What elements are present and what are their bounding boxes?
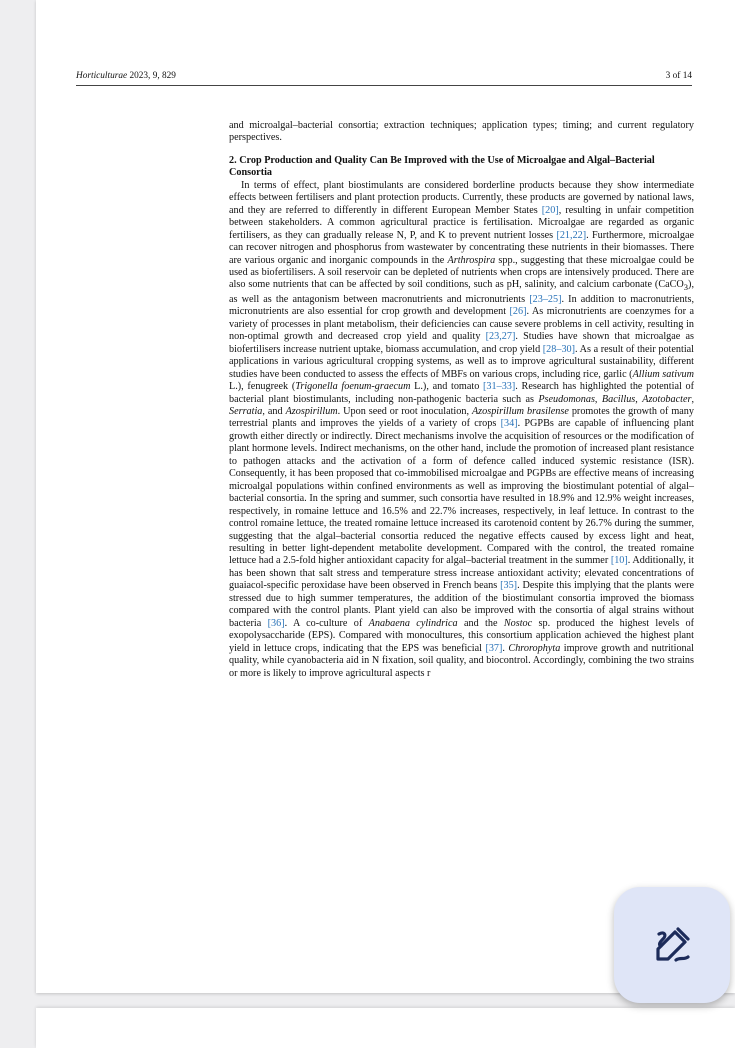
page-content bbox=[229, 120, 694, 680]
next-page-edge bbox=[36, 1008, 735, 1048]
section-heading: 2. Crop Production and Quality Can Be Improved with the Use of Microalgae and Algal–Bacterial Consortia bbox=[229, 154, 655, 179]
journal-citation bbox=[76, 71, 176, 81]
intro-tail-paragraph: and microalgal–bacterial consortia; extraction techniques; application types; timing; and current regulatory perspectives. bbox=[229, 120, 694, 144]
running-header bbox=[76, 71, 692, 81]
journal-volume: 2023, 9, 829 bbox=[127, 71, 176, 81]
journal-name: Horticulturae bbox=[76, 71, 128, 81]
edit-pen-icon bbox=[650, 923, 694, 967]
section-body-paragraph: In terms of effect, plant biostimulants are considered borderline products because they show intermediate effects between fertilisers and plant protection products. Currently, these products are governed by national laws, and they are referred to differently in different European Member States [20], resulting in unfair competition between stakeholders. A common agricultural practice is fertilisation. Microalgae are regarded as organic fertilisers, as they can gradually release N, P, and K to prevent nutrient losses [21,22]. Furthermore, microalgae can recover nitrogen and phosphorus from wastewater by concentrating these nutrients in their biomasses. There are various organic and inorganic compounds in the Arthrospira spp., suggesting that these microalgae could be used as biofertilisers. A soil reservoir can be depleted of nutrients when crops are intensively produced. There are also some nutrients that can be affected by soil conditions, such as pH, salinity, and calcium carbonate (CaCO$_3$), as well as the antagonism between macronutrients and micronutrients [23–25]. In addition to macronutrients, micronutrients are also essential for crop growth and development [26]. As micronutrients are coenzymes for a variety of processes in plant metabolism, their deficiencies can cause severe problems in cell activity, resulting in non-optimal growth and decreased crop yield and quality [23,27]. Studies have shown that microalgae as biofertilisers increase nutrient uptake, biomass accumulation, and crop yield [28–30]. As a result of their potential applications in various agricultural cropping systems, as well as to improve agricultural sustainability, different studies have been conducted to assess the effects of MBFs on various crops, including rice, garlic (Allium sativum L.), fenugreek (Trigonella foenum-graecum L.), and tomato [31–33]. Research has highlighted the potential of bacterial plant biostimulants, including non-pathogenic bacteria such as Pseudomonas, Bacillus, Azotobacter, Serratia, and Azospirillum. Upon seed or root inoculation, Azospirillum brasilense promotes the growth of many terrestrial plants and improves the yields of a variety of crops [34]. PGPBs are capable of influencing plant growth either directly or indirectly. Direct mechanisms involve the acquisition of resources or the modification of plant hormone levels. Indirect mechanisms, on the other hand, include the promotion of increased plant resistance to pathogen attacks and the activation of a form of defence called induced systemic resistance (ISR). Consequently, it has been proposed that co-immobilised microalgae and PGPBs are effective means of increasing microalgal populations within confined environments as well as improving the biostimulant potential of algal–bacterial consortia. In the spring and summer, such consortia have resulted in 18.9% and 12.9% weight increases, respectively, in romaine lettuce and 16.5% and 22.7% increases, respectively, in leaf lettuce. In contrast to the control romaine lettuce, the treated romaine lettuce increased its carotenoid content by 26.7% during the summer, suggesting that the algal–bacterial consortia reduced the negative effects caused by excess light and heat, resulting in better light-dependent metabolite development. Compared with the control, the treated romaine lettuce had a 2.5-fold higher antioxidant capacity for algal–bacterial treatment in the summer [10]. Additionally, it has been shown that salt stress and temperature stress increase antioxidant activity; elevated concentrations of guaiacol-specific peroxidase have been observed in French beans [35]. Despite this implying that the plants were stressed due to high summer temperatures, the addition of the biostimulant consortia improved the biomass compared with the control plants. Plant yield can also be improved with the consortia of algal strains without bacteria [36]. A co-culture of Anabaena cylindrica and the Nostoc sp. produced the highest levels of exopolysaccharide (EPS). Compared with monocultures, this consortium application achieved the highest plant yield in lettuce crops, indicating that the EPS was beneficial [37]. Chrorophyta improve growth and nutritional quality, while cyanobacteria aid in N fixation, soil quality, and biocontrol. Accordingly, combining the two strains or more is likely to improve agricultural aspects r bbox=[229, 179, 695, 679]
page-number: 3 of 14 bbox=[665, 71, 692, 81]
header-rule bbox=[76, 85, 692, 86]
edit-fab-button[interactable] bbox=[614, 887, 730, 1003]
document-page bbox=[36, 0, 735, 993]
